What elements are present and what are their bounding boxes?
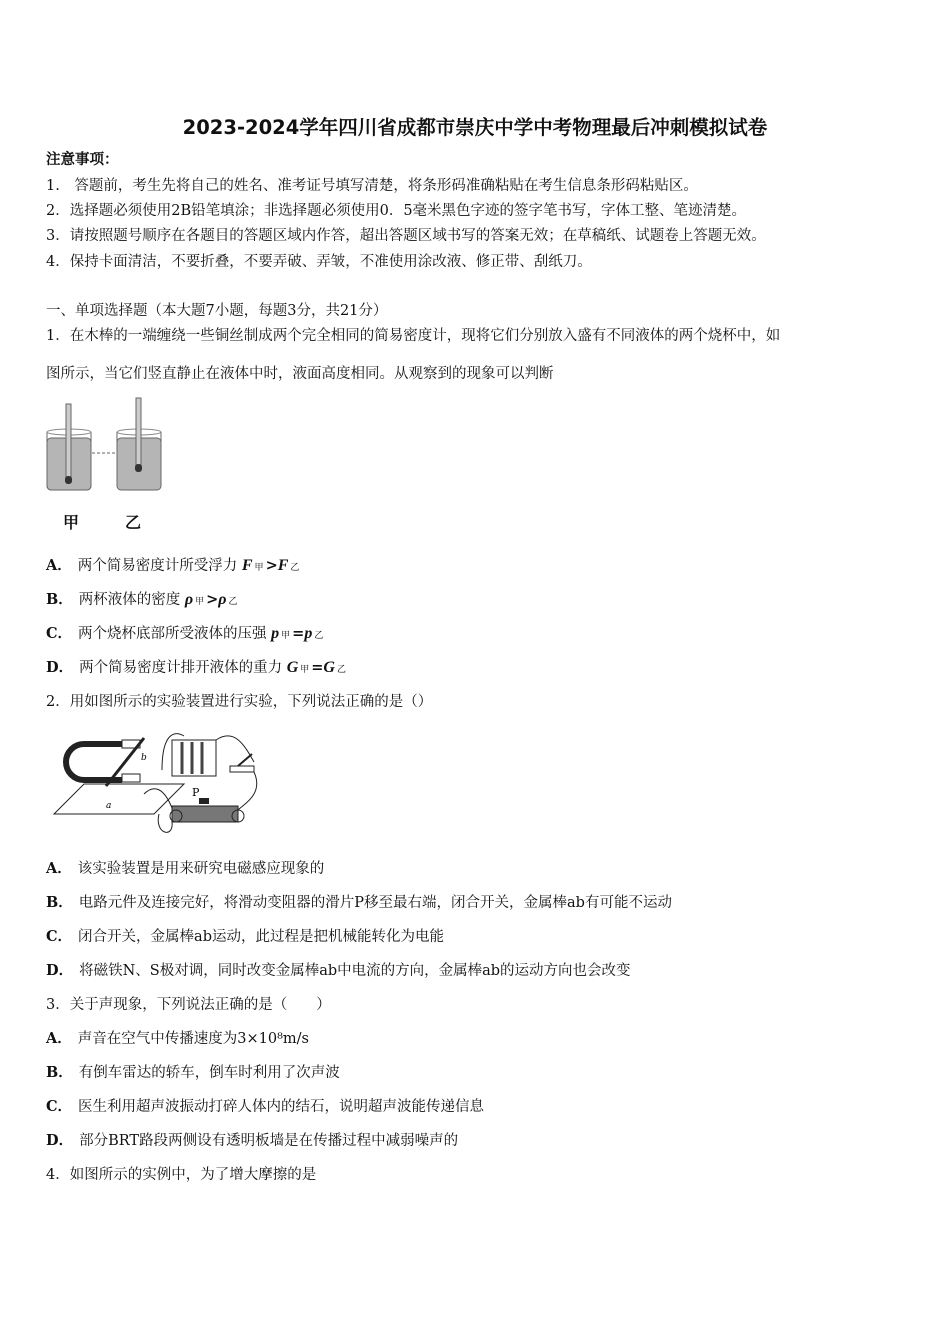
option-label: B． <box>46 894 73 911</box>
math-sub: 甲 <box>281 631 291 641</box>
option-label: A． <box>46 860 72 877</box>
option-text: 两杯液体的密度 <box>78 592 181 608</box>
note-item: 3．请按照题号顺序在各题目的答题区域内作答，超出答题区域书写的答案无效；在草稿纸、试题卷上答题无效。 <box>46 228 766 244</box>
math-op: = <box>311 659 324 676</box>
math-var: p <box>304 625 313 642</box>
math-var: F <box>241 557 253 574</box>
math-var: ρ <box>184 591 194 608</box>
math-sub: 乙 <box>314 631 324 641</box>
option-text: 两个简易密度计所受浮力 <box>77 558 238 574</box>
q1-stem-line1: 1．在木棒的一端缠绕一些铜丝制成两个完全相同的简易密度计，现将它们分别放入盛有不同液体的两个烧杯中，如 <box>46 328 781 344</box>
math-sub: 甲 <box>195 597 205 607</box>
math-var: G <box>323 659 335 676</box>
option-text: 该实验装置是用来研究电磁感应现象的 <box>77 861 325 877</box>
option-label: C． <box>46 928 73 945</box>
rheostat <box>170 798 244 822</box>
beaker-jia <box>47 404 91 490</box>
option-label: D． <box>46 659 74 676</box>
q1-option-d[interactable] <box>46 658 348 680</box>
option-label: B． <box>46 591 73 608</box>
q3-option-d[interactable] <box>46 1131 458 1151</box>
q1-option-b[interactable] <box>46 590 240 612</box>
option-text: 医生利用超声波振动打碎人体内的结石，说明超声波能传递信息 <box>78 1099 485 1115</box>
q1-option-a[interactable] <box>46 556 301 578</box>
q1-stem-line2: 图所示，当它们竖直静止在液体中时，液面高度相同。从观察到的现象可以判断 <box>46 366 554 382</box>
option-text: 两个烧杯底部所受液体的压强 <box>78 626 267 642</box>
option-text: 电路元件及连接完好，将滑动变阻器的滑片P移至最右端，闭合开关，金属棒ab有可能不运动 <box>78 895 672 911</box>
fig-label-yi: 乙 <box>125 513 142 532</box>
q2-option-a[interactable] <box>46 859 324 879</box>
q3-option-a[interactable] <box>46 1029 309 1049</box>
math-var: p <box>271 625 280 642</box>
option-text: 闭合开关，金属棒ab运动，此过程是把机械能转化为电能 <box>78 929 444 945</box>
math-sub: 乙 <box>336 665 346 675</box>
option-label: D． <box>46 1132 74 1149</box>
q3-option-c[interactable] <box>46 1097 484 1117</box>
q2-option-c[interactable] <box>46 927 444 947</box>
note-item: 2．选择题必须使用2B铅笔填涂；非选择题必须使用0．5毫米黑色字迹的签字笔书写，字体工整、笔迹清楚。 <box>46 203 747 219</box>
math-var: F <box>277 557 289 574</box>
option-text: 声音在空气中传播速度为3×10⁸m/s <box>77 1031 309 1047</box>
math-sub: 甲 <box>254 563 264 573</box>
option-label: D． <box>46 962 74 979</box>
label-P: P <box>192 786 200 799</box>
q2-option-b[interactable] <box>46 893 672 913</box>
note-item: 1. 答题前，考生先将自己的姓名、准考证号填写清楚，将条形码准确粘贴在考生信息条形码粘贴区。 <box>46 178 698 194</box>
math-op: = <box>292 625 305 642</box>
q1-beakers-figure <box>44 396 164 496</box>
q1-option-c[interactable] <box>46 624 325 646</box>
fig-label-jia: 甲 <box>63 513 80 532</box>
option-text: 将磁铁N、S极对调，同时改变金属棒ab中电流的方向，金属棒ab的运动方向也会改变 <box>79 963 631 979</box>
q2-circuit-figure <box>44 724 274 844</box>
option-label: B． <box>46 1064 73 1081</box>
math-op: > <box>265 557 278 574</box>
option-text: 有倒车雷达的轿车，倒车时利用了次声波 <box>78 1065 340 1081</box>
label-a: a <box>106 801 112 811</box>
math-sub: 乙 <box>290 563 300 573</box>
beaker-yi <box>117 398 161 490</box>
notes-header: 注意事项： <box>46 151 119 168</box>
option-text: 部分BRT路段两侧设有透明板墙是在传播过程中减弱噪声的 <box>79 1133 459 1149</box>
option-label: A． <box>46 557 72 574</box>
math-var: ρ <box>218 591 227 608</box>
math-op: > <box>206 591 219 608</box>
q2-option-d[interactable] <box>46 961 631 981</box>
note-item: 4．保持卡面清洁，不要折叠，不要弄破、弄皱，不准使用涂改液、修正带、刮纸刀。 <box>46 254 592 270</box>
q3-stem: 3．关于声现象，下列说法正确的是（ ） <box>46 997 331 1013</box>
q2-stem: 2．用如图所示的实验装置进行实验，下列说法正确的是（） <box>46 694 433 710</box>
section-heading: 一、单项选择题（本大题7小题，每题3分，共21分） <box>46 303 388 319</box>
option-label: A． <box>46 1030 72 1047</box>
math-var: G <box>286 659 299 676</box>
q4-stem: 4．如图所示的实例中，为了增大摩擦的是 <box>46 1167 317 1183</box>
option-text: 两个简易密度计排开液体的重力 <box>79 660 283 676</box>
math-sub: 乙 <box>228 597 238 607</box>
option-label: C． <box>46 625 73 642</box>
math-sub: 甲 <box>300 665 310 675</box>
option-label: C． <box>46 1098 73 1115</box>
page-title: 2023-2024学年四川省成都市崇庆中学中考物理最后冲刺模拟试卷 <box>182 116 768 139</box>
q3-option-b[interactable] <box>46 1063 340 1083</box>
battery <box>172 740 216 776</box>
label-b: b <box>141 753 147 763</box>
